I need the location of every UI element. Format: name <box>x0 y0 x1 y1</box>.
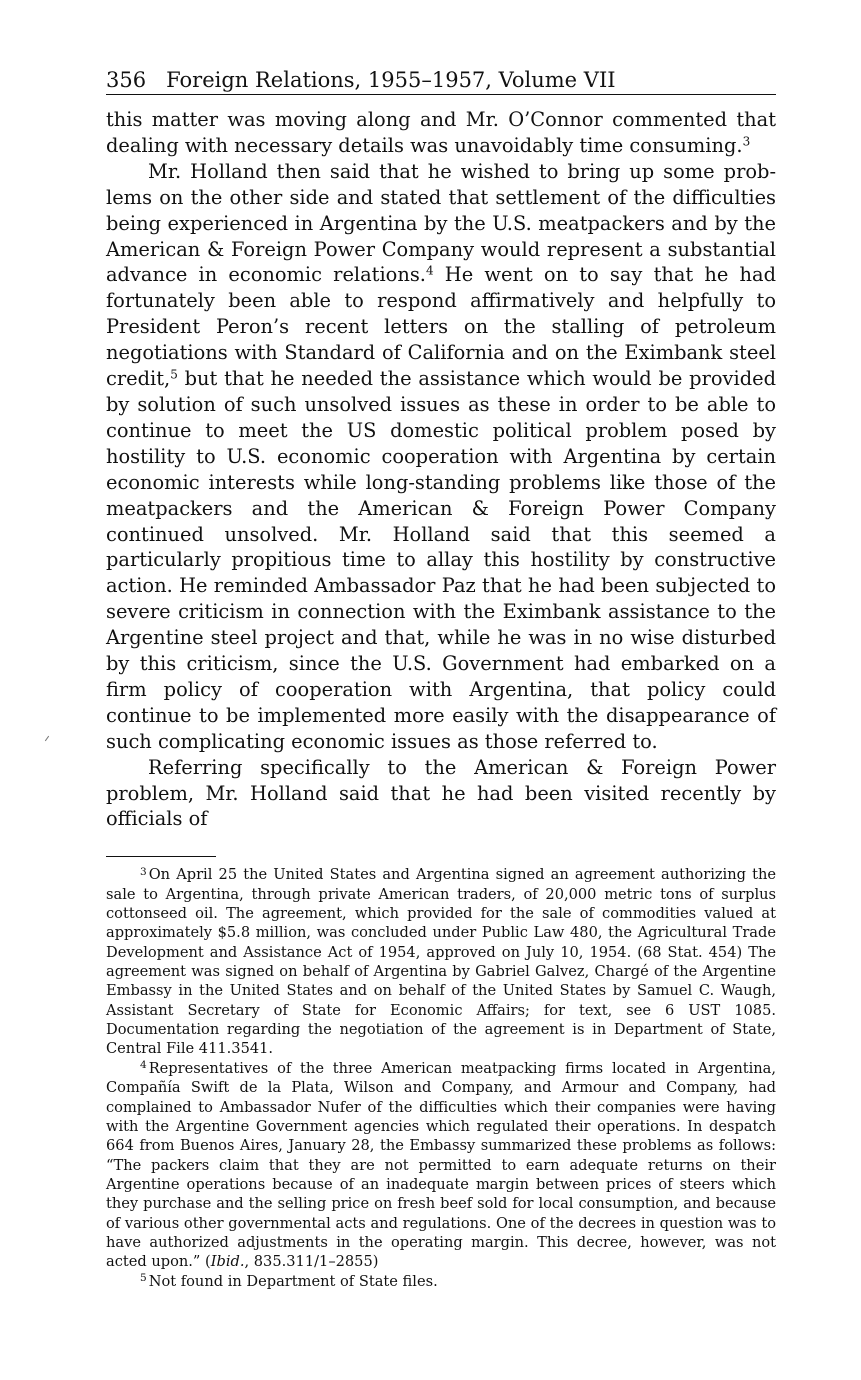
footnote-ref: 3 <box>742 134 751 149</box>
margin-mark <box>45 736 49 741</box>
footnote <box>106 865 776 1058</box>
page <box>106 66 776 1291</box>
footnote-mark: 4 <box>140 1059 147 1072</box>
footnotes <box>106 865 776 1291</box>
paragraph-text: this matter was moving along and Mr. O’Connor commented that dealing with necessary details was unavoidably time consuming. <box>106 108 776 157</box>
footnote-ref: 4 <box>425 263 434 278</box>
paragraph <box>106 159 776 755</box>
footnote <box>106 1272 776 1291</box>
footnote-mark: 5 <box>140 1271 147 1284</box>
paragraph <box>106 755 776 833</box>
page-number: 356 <box>106 68 147 92</box>
footnote-ref: 5 <box>170 367 178 382</box>
footnote-mark: 3 <box>140 865 147 878</box>
main-text <box>106 107 776 832</box>
footnote-text: , 835.311/1–2855) <box>244 1253 379 1271</box>
paragraph-text: He went on to say that he had fortunately been able to respond affirmatively and helpfully to President Peron’s recent letters on the stalling of petroleum negotiations with Standard of California and on the Eximbank steel credit, <box>106 263 776 391</box>
paragraph-text: Referring specifically to the American & Foreign Power problem, Mr. Holland said that he had been visited recently by officials of <box>106 755 776 831</box>
footnote-text: Not found in Department of State files. <box>148 1272 438 1290</box>
paragraph <box>106 107 776 159</box>
paragraph-text: but that he needed the assistance which would be provided by solution of such unsolved issues as these in order to be able to continue to meet the US domestic political problem posed by hostility to U.S. economic cooperation with Argentina by certain economic interests while long-standing problems like those of the meatpackers and the American & Foreign Power Company continued unsolved. Mr. Holland said that this seemed a particularly propitious time to allay this hostility by constructive action. He reminded Ambassador Paz that he had been subjected to severe criticism in connection with the Eximbank assistance to the Argentine steel project and that, while he was in no wise disturbed by this criticism, since the U.S. Government had embarked on a firm policy of cooperation with Argentina, that policy could continue to be implemented more easily with the disappearance of such complicating economic issues as those referred to. <box>106 367 776 753</box>
footnote-ibid: Ibid. <box>210 1253 245 1271</box>
running-title: Foreign Relations, 1955–1957, Volume VII <box>166 68 616 92</box>
running-header <box>106 66 776 95</box>
footnote-separator <box>106 856 216 857</box>
footnote-text: Representatives of the three American meatpacking firms located in Argentina, Compañía Swift de la Plata, Wilson and Company, and Armour and Company, had complained to Ambassador Nufer of the difficulties which their companies were having with the Argentine Government agencies which regulated their operations. In despatch 664 from Buenos Aires, January 28, the Embassy summarized these problems as follows: “The packers claim that they are not permitted to earn adequate returns on their Argentine operations because of an inadequate margin between prices of steers which they purchase and the selling price on fresh beef sold for local consumption, and because of various other governmental acts and regulations. One of the decrees in question was to have authorized adjustments in the operating margin. This decree, however, was not acted upon.” ( <box>106 1059 776 1271</box>
paragraph-text: Mr. Holland then said that he wished to bring up some problems on the other side and stated that settlement of the difficulties being experienced in Argentina by the U.S. meatpackers and by the American & Foreign Power Company would represent a substantial advance in economic relations. <box>106 159 776 287</box>
footnote <box>106 1059 776 1272</box>
footnote-text: On April 25 the United States and Argentina signed an agreement authorizing the sale to Argentina, through private American traders, of 20,000 metric tons of surplus cottonseed oil. The agreement, which provided for the sale of commodities valued at approximately $5.8 million, was concluded under Public Law 480, the Agricultural Trade Development and Assistance Act of 1954, approved on July 10, 1954. (68 Stat. 454) The agreement was signed on behalf of Argentina by Gabriel Galvez, Chargé of the Argentine Embassy in the United States and on behalf of the United States by Samuel C. Waugh, Assistant Secretary of State for Economic Affairs; for text, see 6 UST 1085. Documentation regarding the negotiation of the agreement is in Department of State, Central File 411.3541. <box>106 866 776 1058</box>
